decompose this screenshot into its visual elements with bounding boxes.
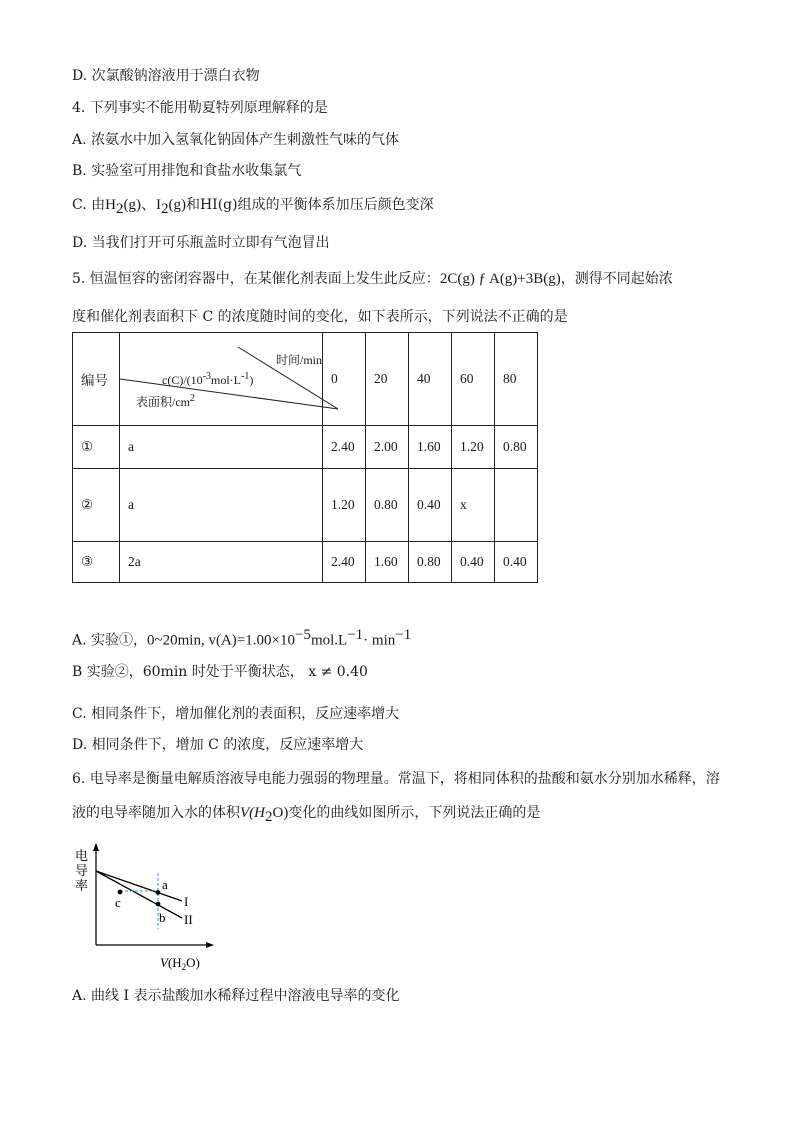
header-time-label: 时间/min: [276, 353, 323, 367]
cell-value: 2.40: [323, 426, 366, 469]
cell-value: [495, 469, 538, 542]
y-label-char: 导: [75, 863, 89, 878]
cell-value: 1.60: [409, 426, 452, 469]
question-5-stem-line2: 度和催化剂表面积下 C 的浓度随时间的变化，如下表所示，下列说法不正确的是: [72, 309, 568, 325]
curve-II: [96, 871, 182, 918]
curve-I: [96, 871, 182, 901]
table-row: [73, 426, 538, 469]
cell-value: 0.40: [495, 542, 538, 583]
q4-option-d: D. 当我们打开可乐瓶盖时立即有气泡冒出: [72, 235, 330, 251]
table-header-time: 20: [366, 333, 409, 426]
q5-equation: 2C(g) ƒ A(g)+3B(g): [439, 271, 561, 287]
cell-value: 0.40: [409, 469, 452, 542]
cell-value: 1.60: [366, 542, 409, 583]
row-id: ③: [73, 542, 120, 583]
curve-II-label: II: [184, 912, 193, 927]
row-id: ①: [73, 426, 120, 469]
question-4-stem: 4. 下列事实不能用勒夏特列原理解释的是: [72, 100, 328, 116]
q5-option-c: C. 相同条件下，增加催化剂的表面积，反应速率增大: [72, 706, 400, 722]
x-axis-arrow: [206, 942, 214, 948]
question-5-stem: 5. 恒温恒容的密闭容器中，在某催化剂表面上发生此反应：2C(g) ƒ A(g)+3B(g)，测得不同起始浓: [72, 271, 673, 287]
q4-option-c: C. 由$H_2(g)$、$I_2(g)$和HI(g)组成的平衡体系加压后颜色变深: [72, 197, 434, 217]
table-header-time: 80: [495, 333, 538, 426]
y-label-char: 电: [75, 848, 89, 863]
q5-option-a: A. 实验①，0~20min, $v(A)=1.00\times 10^{-5}mol.L^{-1}\cdot \min^{-1}$: [72, 627, 412, 649]
cell-value: 0.80: [495, 426, 538, 469]
question-6-stem: 6. 电导率是衡量电解质溶液导电能力强弱的物理量。常温下，将相同体积的盐酸和氨水分别加水稀释，溶: [72, 771, 720, 787]
conductivity-graph: [72, 843, 222, 975]
curve-I-label: I: [184, 894, 189, 909]
point-b-label: b: [159, 910, 166, 925]
y-label-char: 率: [75, 878, 89, 893]
cell-value: 0.80: [366, 469, 409, 542]
cell-value: 2.40: [323, 542, 366, 583]
point-c-label: c: [115, 895, 121, 910]
point-b: [156, 902, 161, 907]
cell-value: x: [452, 469, 495, 542]
q5-option-d: D. 相同条件下，增加 C 的浓度，反应速率增大: [72, 737, 364, 753]
row-area: a: [120, 426, 323, 469]
row-area: 2a: [120, 542, 323, 583]
header-area-label: 表面积$/cm^2$: [136, 393, 195, 409]
cell-value: 0.40: [452, 542, 495, 583]
cell-value: 2.00: [366, 426, 409, 469]
concentration-table: [72, 332, 538, 583]
table-header-diagonal: [120, 333, 323, 426]
option-d-prev: D. 次氯酸钠溶液用于漂白衣物: [72, 68, 260, 84]
q5-option-b: B 实验②，60min 时处于平衡状态， x ≠ 0.40: [72, 664, 368, 680]
table-header-time: 60: [452, 333, 495, 426]
table-row: [73, 469, 538, 542]
question-6-stem-line2: 液的电导率随加入水的体积$V(H_2O)$变化的曲线如图所示，下列说法正确的是: [72, 805, 541, 825]
point-a-label: a: [162, 877, 168, 892]
table-header-time: 0: [323, 333, 366, 426]
q6-option-a: A. 曲线 I 表示盐酸加水稀释过程中溶液电导率的变化: [72, 988, 400, 1004]
point-c: [118, 890, 123, 895]
x-axis-label: $V(H_2O)$: [160, 955, 200, 972]
row-area: a: [120, 469, 323, 542]
point-a: [156, 890, 161, 895]
table-header-time: 40: [409, 333, 452, 426]
header-conc-label: $c(C)/(10^{-3}mol\cdot L^{-1})$: [162, 371, 254, 387]
cell-value: 0.80: [409, 542, 452, 583]
row-id: ②: [73, 469, 120, 542]
cell-value: 1.20: [323, 469, 366, 542]
cell-value: 1.20: [452, 426, 495, 469]
q4-option-b: B. 实验室可用排饱和食盐水收集氯气: [72, 163, 302, 179]
table-row: [73, 542, 538, 583]
y-axis-arrow: [93, 843, 99, 851]
q4-option-a: A. 浓氨水中加入氢氧化钠固体产生刺激性气味的气体: [72, 132, 400, 148]
table-header-number: 编号: [73, 333, 120, 426]
